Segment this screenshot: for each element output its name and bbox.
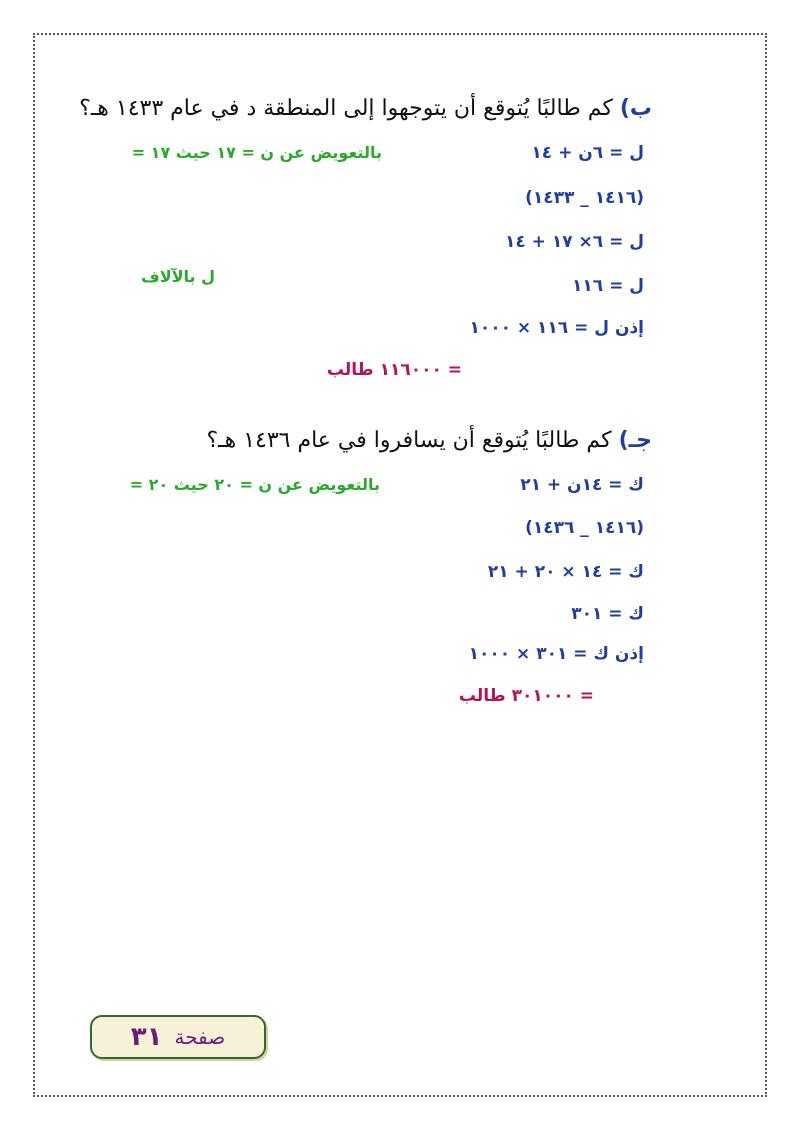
question-b-text: كم طالبًا يُتوقع أن يتوجهوا إلى المنطقة د في عام ١٤٣٣ هـ؟ [79, 96, 613, 121]
c-equation-3: ك = ٣٠١ [571, 604, 644, 624]
b-equation-1: ل = ٦ن + ١٤ [531, 143, 644, 163]
question-b-label: ب) [619, 96, 652, 121]
c-equation-1: ك = ١٤ن + ٢١ [520, 475, 644, 495]
c-substitution-range: (١٤١٦ _ ١٤٣٦) [525, 518, 644, 538]
question-b [79, 96, 652, 121]
b-equation-3: ل = ١١٦ [572, 276, 644, 296]
b-units-note: ل بالآلاف [141, 267, 215, 286]
page-label: صفحة [174, 1025, 226, 1049]
page-border [33, 33, 767, 1097]
question-c-label: جـ) [618, 428, 652, 453]
c-substitution-note: بالتعويض عن ن = ٢٠ حيث ٢٠ = [129, 475, 380, 494]
b-substitution-range: (١٤١٦ _ ١٤٣٣) [525, 188, 644, 208]
question-c [206, 428, 652, 453]
c-result: = ٣٠١٠٠٠ طالب [458, 686, 594, 706]
b-substitution-note: بالتعويض عن ن = ١٧ حيث ١٧ = [131, 143, 382, 162]
b-equation-2: ل = ٦× ١٧ + ١٤ [504, 232, 644, 252]
question-c-text: كم طالبًا يُتوقع أن يسافروا في عام ١٤٣٦ هـ؟ [206, 428, 612, 453]
page-number-badge [90, 1015, 266, 1059]
c-equation-2: ك = ١٤ × ٢٠ + ٢١ [487, 562, 644, 582]
page-number: ٣١ [130, 1022, 163, 1052]
c-equation-4: إذن ك = ٣٠١ × ١٠٠٠ [468, 644, 644, 664]
b-result: = ١١٦٠٠٠ طالب [326, 360, 462, 380]
b-equation-4: إذن ل = ١١٦ × ١٠٠٠ [469, 318, 644, 338]
